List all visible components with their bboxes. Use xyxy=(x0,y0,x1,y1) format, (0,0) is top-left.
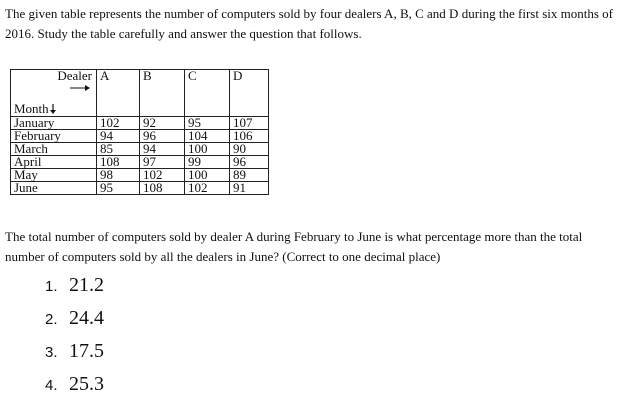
option-4[interactable] xyxy=(45,371,165,404)
table-row xyxy=(11,130,269,143)
value-cell: 92 xyxy=(140,117,185,130)
value-cell: 104 xyxy=(185,130,230,143)
value-cell: 102 xyxy=(185,182,230,195)
option-value: 24.4 xyxy=(69,307,104,329)
option-number: 2. xyxy=(45,311,58,328)
value-cell: 89 xyxy=(230,169,269,182)
table-row xyxy=(11,156,269,169)
option-number: 4. xyxy=(45,377,58,394)
table-row xyxy=(11,182,269,195)
value-cell: 85 xyxy=(97,143,140,156)
value-cell: 98 xyxy=(97,169,140,182)
question-text: The total number of computers sold by dealer A during February to June is what percentage more than the total number of computers sold by all the dealers in June? (Correct to one decimal place) xyxy=(5,229,583,264)
column-header-c: C xyxy=(185,70,230,117)
value-cell: 99 xyxy=(185,156,230,169)
value-cell: 94 xyxy=(97,130,140,143)
sales-table xyxy=(10,69,269,195)
value-cell: 108 xyxy=(97,156,140,169)
option-1[interactable] xyxy=(45,272,165,305)
dealer-header-cell xyxy=(11,70,97,96)
value-cell: 100 xyxy=(185,169,230,182)
table-row xyxy=(11,143,269,156)
month-cell: April xyxy=(11,156,97,169)
value-cell: 100 xyxy=(185,143,230,156)
arrow-down-icon xyxy=(50,104,56,114)
option-value: 17.5 xyxy=(69,340,104,362)
value-cell: 102 xyxy=(97,117,140,130)
option-number: 3. xyxy=(45,344,58,361)
value-cell: 94 xyxy=(140,143,185,156)
column-header-d: D xyxy=(230,70,269,117)
table-row xyxy=(11,169,269,182)
answer-options xyxy=(45,272,165,404)
column-header-a: A xyxy=(97,70,140,117)
value-cell: 106 xyxy=(230,130,269,143)
month-cell: March xyxy=(11,143,97,156)
dealer-header: Dealer xyxy=(57,68,92,83)
option-3[interactable] xyxy=(45,338,165,371)
month-cell: January xyxy=(11,117,97,130)
month-cell: June xyxy=(11,182,97,195)
value-cell: 95 xyxy=(97,182,140,195)
value-cell: 107 xyxy=(230,117,269,130)
value-cell: 102 xyxy=(140,169,185,182)
value-cell: 91 xyxy=(230,182,269,195)
month-header: Month xyxy=(14,101,49,116)
value-cell: 108 xyxy=(140,182,185,195)
value-cell: 95 xyxy=(185,117,230,130)
question-intro: The given table represents the number of computers sold by four dealers A, B, C and D during the first six months of 2016. Study the table carefully and answer the question that follows. xyxy=(5,6,613,41)
value-cell: 97 xyxy=(140,156,185,169)
arrow-right-icon xyxy=(70,85,90,91)
value-cell: 96 xyxy=(230,156,269,169)
option-value: 25.3 xyxy=(69,373,104,395)
option-value: 21.2 xyxy=(69,274,104,296)
value-cell: 96 xyxy=(140,130,185,143)
sales-table-container xyxy=(10,69,269,195)
month-cell: February xyxy=(11,130,97,143)
month-header-cell xyxy=(11,95,97,117)
value-cell: 90 xyxy=(230,143,269,156)
column-header-b: B xyxy=(140,70,185,117)
option-2[interactable] xyxy=(45,305,165,338)
option-number: 1. xyxy=(45,278,58,295)
month-cell: May xyxy=(11,169,97,182)
